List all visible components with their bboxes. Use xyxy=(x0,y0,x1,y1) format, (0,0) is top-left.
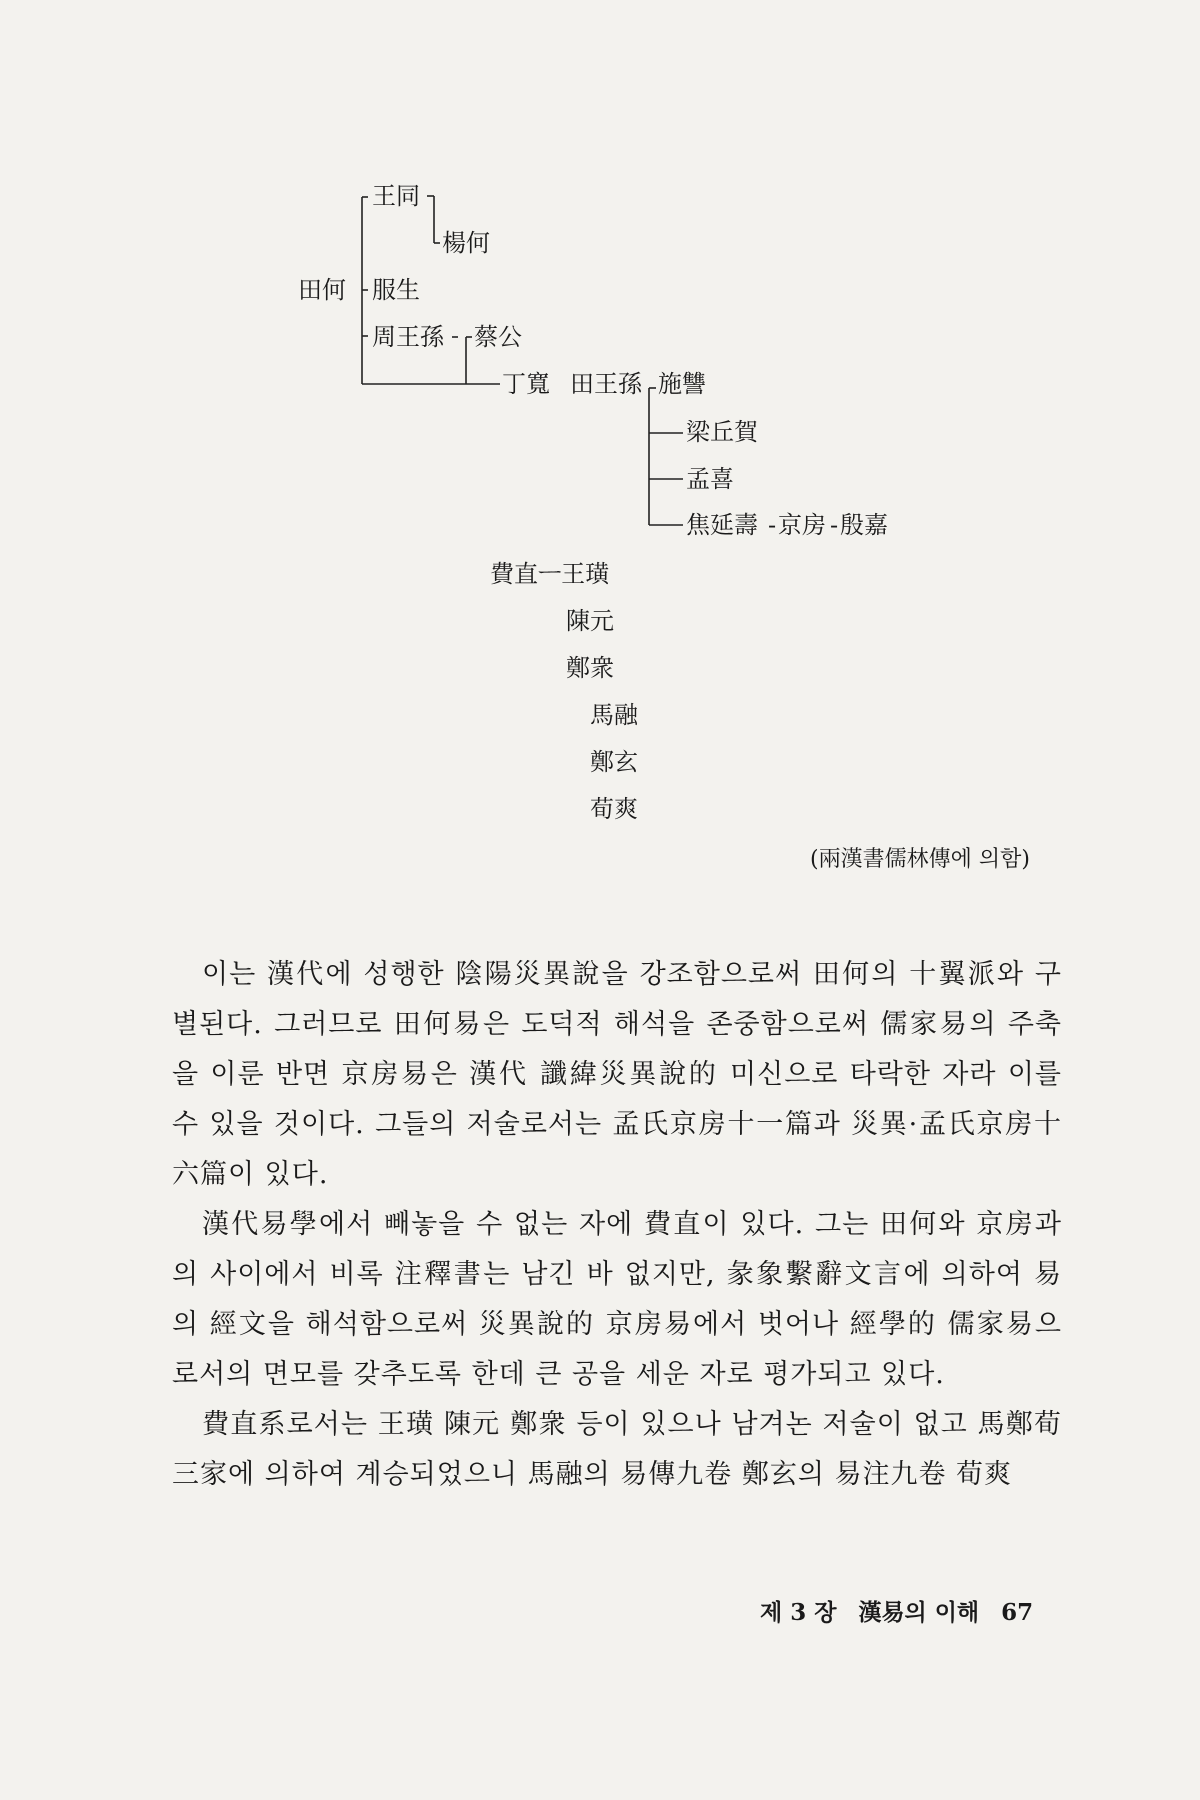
node-jiao-yanshou: 焦延壽 xyxy=(686,511,758,539)
body-text xyxy=(172,950,1062,1500)
footer-chapter: 제 3 장 xyxy=(760,1599,837,1626)
paragraph-1: 이는 漢代에 성행한 陰陽災異說을 강조함으로써 田何의 十翼派와 구별된다. 그러므로 田何易은 도덕적 해석을 존중함으로써 儒家易의 주축을 이룬 반면 京房易은 漢代 讖緯災異說的 미신으로 타락한 자라 이를 수 있을 것이다. 그들의 저술로서는 孟氏京房十一篇과 災異·孟氏京房十六篇이 있다. xyxy=(172,959,1062,1190)
node-ma-rong: 馬融 xyxy=(590,701,638,729)
node-meng-xi: 孟喜 xyxy=(686,465,734,493)
node-tian-he: 田何 xyxy=(298,276,346,304)
node-jing-fang-sep: - xyxy=(768,511,777,539)
node-zhou-wangsun: 周王孫 xyxy=(372,323,444,351)
node-xun-shuang: 荀爽 xyxy=(590,795,638,823)
paragraph-3: 費直系로서는 王璜 陳元 鄭衆 등이 있으나 남겨논 저술이 없고 馬鄭荀三家에 의하여 계승되었으니 馬融의 易傳九卷 鄭玄의 易注九卷 荀爽 xyxy=(172,1409,1062,1490)
page-footer xyxy=(760,1594,1047,1627)
node-yin-jia: 殷嘉 xyxy=(840,511,888,539)
page-number: 67 xyxy=(1001,1599,1034,1626)
node-yang-he: 楊何 xyxy=(442,229,490,257)
node-fu-sheng: 服生 xyxy=(372,276,420,304)
node-liangqiu-he: 梁丘賀 xyxy=(686,418,758,446)
node-jing-fang: 京房 xyxy=(778,511,826,539)
node-cai-gong: 蔡公 xyxy=(474,323,522,351)
node-yin-jia-sep: - xyxy=(830,511,839,539)
source-citation: (兩漢書儒林傳에 의함) xyxy=(810,847,1030,872)
paragraph-2: 漢代易學에서 빼놓을 수 없는 자에 費直이 있다. 그는 田何와 京房과의 사이에서 비록 注釋書는 남긴 바 없지만, 彖象繫辭文言에 의하여 易의 經文을 해석함으로써 災異說的 京房易에서 벗어나 經學的 儒家易으로서의 면모를 갖추도록 한데 큰 공을 세운 자로 평가되고 있다. xyxy=(172,1209,1062,1390)
node-chen-yuan: 陳元 xyxy=(566,607,614,635)
node-zheng-zhong: 鄭衆 xyxy=(566,654,614,682)
node-ding-kuan: 丁寬 xyxy=(502,370,550,398)
footer-title: 漢易의 이해 xyxy=(858,1599,980,1626)
genealogy-connector-lines xyxy=(0,0,1200,560)
node-tian-wangsun: 田王孫 xyxy=(570,370,642,398)
node-shi-chou: 施讐 xyxy=(658,370,706,398)
node-fei-zhi-wang-huang: 費直ㅡ王璜 xyxy=(490,560,610,588)
node-zheng-xuan: 鄭玄 xyxy=(590,748,638,776)
node-wang-tong: 王同 xyxy=(372,182,420,210)
